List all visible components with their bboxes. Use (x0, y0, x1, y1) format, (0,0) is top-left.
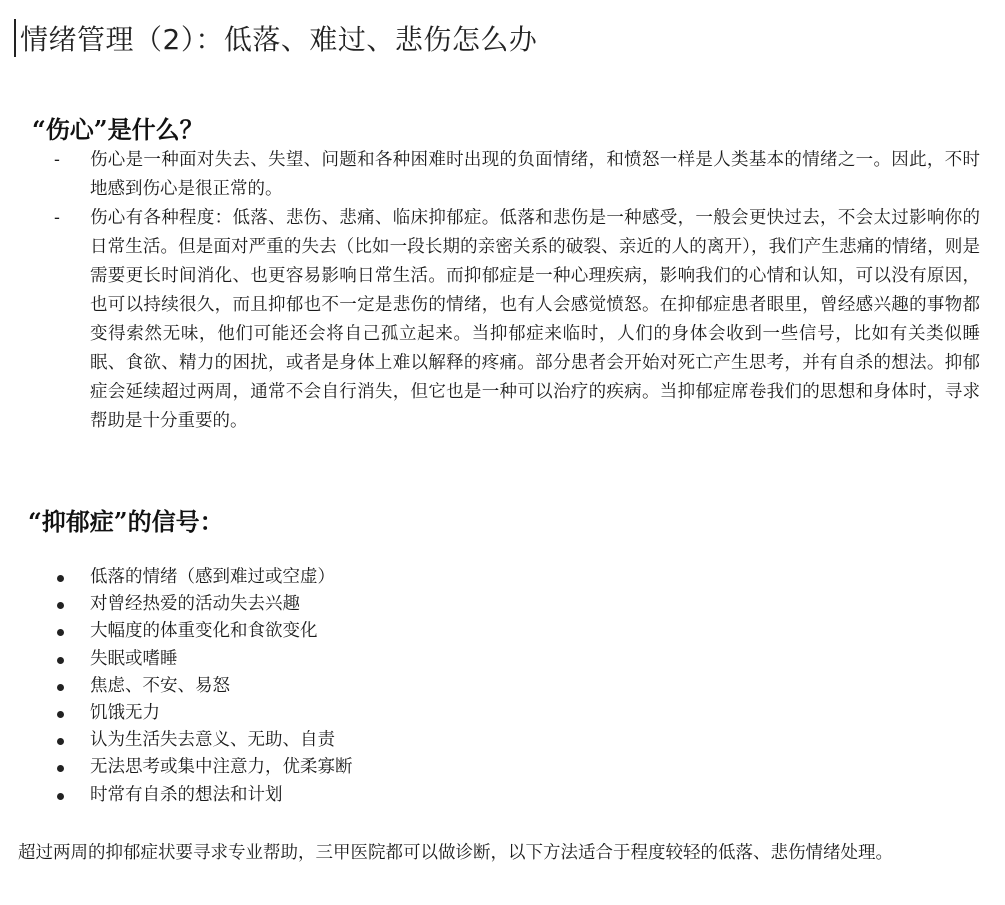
bullet-icon (57, 629, 64, 636)
sign-text: 无法思考或集中注意力，优柔寡断 (90, 757, 353, 778)
sadness-description-list (50, 146, 980, 436)
list-item-text: 伤心有各种程度：低落、悲伤、悲痛、临床抑郁症。低落和悲伤是一种感受，一般会更快过去，不会太过影响你的日常生活。但是面对严重的失去（比如一段长期的亲密关系的破裂、亲近的人的离开），我们产生悲痛的情绪，则是需要更长时间消化、也更容易影响日常生活。而抑郁症是一种心理疾病，影响我们的心情和认知，可以没有原因，也可以持续很久，而且抑郁也不一定是悲伤的情绪，也有人会感觉愤怒。在抑郁症患者眼里，曾经感兴趣的事物都变得索然无味，他们可能还会将自己孤立起来。当抑郁症来临时，人们的身体会收到一些信号，比如有关类似睡眠、食欲、精力的困扰，或者是身体上难以解释的疼痛。部分患者会开始对死亡产生思考，并有自杀的想法。抑郁症会延续超过两周，通常不会自行消失，但它也是一种可以治疗的疾病。当抑郁症席卷我们的思想和身体时，寻求帮助是十分重要的。 (90, 208, 980, 431)
sign-text: 低落的情绪（感到难过或空虚） (90, 567, 335, 587)
list-item (50, 591, 353, 618)
sign-text: 焦虑、不安、易怒 (90, 675, 230, 696)
list-item-text: 伤心是一种面对失去、失望、问题和各种困难时出现的负面情绪，和愤怒一样是人类基本的情绪之一。因此，不时地感到伤心是很正常的。 (90, 150, 980, 199)
footer-note: 超过两周的抑郁症状要寻求专业帮助，三甲医院都可以做诊断，以下方法适合于程度较轻的低落、悲伤情绪处理。 (18, 843, 893, 863)
text-cursor (14, 19, 16, 57)
section-heading-depression-signs: “抑郁症”的信号： (28, 507, 224, 536)
bullet-icon (57, 793, 64, 800)
section-heading-sadness: “伤心”是什么？ (32, 115, 204, 144)
bullet-icon (57, 657, 64, 664)
list-item (50, 782, 353, 809)
sign-text: 认为生活失去意义、无助、自责 (90, 730, 335, 751)
sign-text: 对曾经热爱的活动失去兴趣 (90, 594, 300, 615)
bullet-icon (57, 602, 64, 609)
page-title: 情绪管理（2）：低落、难过、悲伤怎么办 (20, 23, 538, 56)
sign-text: 大幅度的体重变化和食欲变化 (90, 621, 318, 642)
depression-signs-list (50, 564, 353, 809)
bullet-icon (57, 765, 64, 772)
bullet-icon (57, 575, 64, 582)
bullet-icon (57, 738, 64, 745)
list-item (50, 204, 980, 436)
title-row (14, 18, 537, 58)
list-item (50, 700, 353, 727)
list-item (50, 646, 353, 673)
sign-text: 时常有自杀的想法和计划 (90, 784, 283, 805)
list-item (50, 727, 353, 754)
list-item (50, 618, 353, 645)
sign-text: 饥饿无力 (90, 703, 160, 724)
list-item (50, 754, 353, 781)
dash-marker: - (54, 208, 60, 228)
list-item (50, 146, 980, 204)
list-item (50, 564, 353, 591)
dash-marker: - (54, 150, 60, 170)
bullet-icon (57, 684, 64, 691)
sign-text: 失眠或嗜睡 (90, 648, 178, 669)
bullet-icon (57, 711, 64, 718)
list-item (50, 673, 353, 700)
